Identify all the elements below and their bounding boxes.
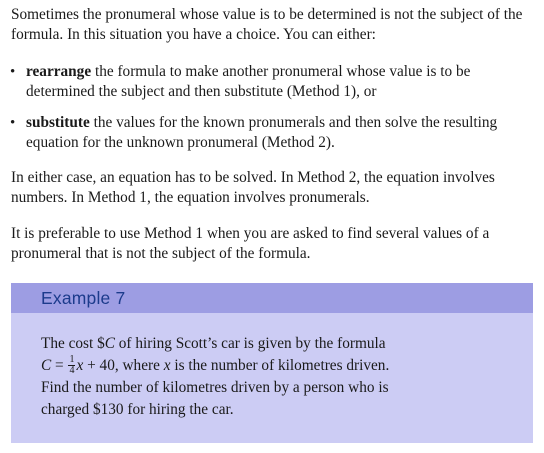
list-item: [0, 113, 526, 153]
example-text: of hiring Scott’s car is given by the formula: [114, 335, 386, 352]
method-description: the formula to make another pronumeral whose value is to be determined the subject and then substitute (Method 1), or: [26, 63, 471, 100]
example-text: + 40, where: [83, 357, 164, 374]
method-options-list: [0, 62, 544, 164]
example-line-3: Find the number of kilometres driven by a person who is: [41, 379, 389, 396]
fraction-one-quarter: [68, 355, 75, 376]
variable-x: x: [76, 357, 84, 374]
example-text: The cost $: [41, 335, 105, 352]
example-line-1: [41, 333, 511, 355]
example-formula-line: [41, 355, 511, 377]
example-box: [11, 283, 533, 443]
variable-c: C: [41, 357, 52, 374]
method-description: the values for the known pronumerals and then solve the resulting equation for the unknown pronumeral (Method 2).: [26, 114, 498, 151]
variable-x: x: [163, 357, 171, 374]
fraction-denominator: 4: [69, 364, 75, 376]
example-text: is the number of kilometres driven.: [170, 357, 390, 374]
example-header: [11, 283, 533, 313]
variable-c: C: [104, 335, 115, 352]
method-term: substitute: [26, 114, 90, 131]
fraction-numerator: 1: [69, 353, 75, 365]
bullet-icon: •: [10, 115, 16, 131]
method-term: rearrange: [26, 63, 92, 80]
example-body: [41, 333, 511, 421]
example-line-4: charged $130 for hiring the car.: [41, 401, 234, 418]
list-item: [0, 62, 526, 102]
example-title: Example 7: [41, 288, 126, 308]
equals-sign: =: [51, 357, 68, 374]
either-case-paragraph: In either case, an equation has to be solved. In Method 2, the equation involves numbers. In Method 1, the equation involves pronumerals.: [11, 169, 495, 206]
bullet-icon: •: [10, 64, 16, 80]
preference-paragraph: It is preferable to use Method 1 when you are asked to find several values of a pronumeral that is not the subject of the formula.: [11, 225, 490, 262]
intro-paragraph: Sometimes the pronumeral whose value is to be determined is not the subject of the formula. In this situation you have a choice. You can either:: [11, 6, 523, 43]
